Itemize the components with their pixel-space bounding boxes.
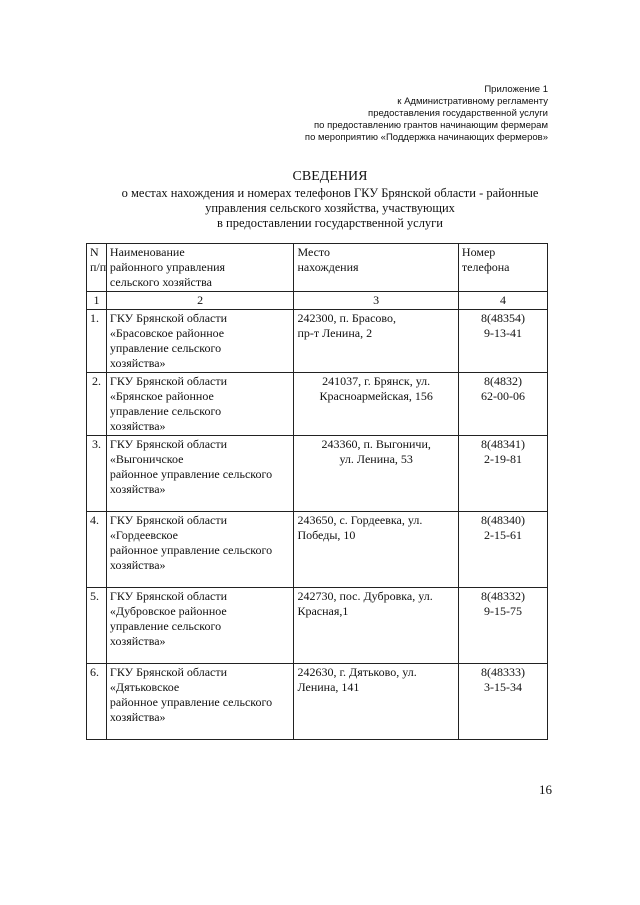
name-line: хозяйства»	[109, 419, 166, 433]
name-line: хозяйства»	[109, 356, 166, 370]
row-phone	[458, 512, 547, 588]
phone-line: 3-15-34	[483, 680, 522, 694]
location-line: 243650, с. Гордеевка, ул.	[297, 513, 423, 527]
name-line: «Выгоничское	[109, 452, 184, 466]
appendix-line: к Административному регламенту	[397, 96, 548, 107]
location-line: Ленина, 141	[297, 680, 360, 694]
phone-line: 2-15-61	[483, 528, 522, 542]
column-number: 4	[458, 292, 547, 310]
location-line: 242630, г. Дятьково, ул.	[297, 665, 417, 679]
phone-line: 8(48332)	[480, 589, 525, 603]
table-row	[87, 512, 548, 588]
header-phone	[458, 244, 547, 292]
name-line: «Дятьковское	[109, 680, 180, 694]
name-line: хозяйства»	[109, 558, 166, 572]
name-line: ГКУ Брянской области	[109, 665, 228, 679]
row-name	[106, 373, 294, 436]
phone-line: 2-19-81	[483, 452, 522, 466]
header-text: сельского хозяйства	[109, 275, 212, 289]
header-name	[106, 244, 294, 292]
row-phone	[458, 436, 547, 512]
subtitle-line: о местах нахождения и номерах телефонов ГКУ Брянской области - районные	[121, 186, 539, 200]
phone-line: 8(48333)	[480, 665, 525, 679]
row-num: 6.	[87, 664, 107, 740]
phone-line: 8(48341)	[480, 437, 525, 451]
table-row	[87, 436, 548, 512]
row-name	[106, 512, 294, 588]
location-line: Красноармейская, 156	[319, 389, 433, 403]
name-line: районное управление сельского	[109, 695, 273, 709]
name-line: хозяйства»	[109, 482, 166, 496]
phone-line: 8(48340)	[480, 513, 525, 527]
location-line: ул. Ленина, 53	[339, 452, 413, 466]
subtitle-line: управления сельского хозяйства, участвующих	[205, 201, 455, 215]
page-number: 16	[539, 782, 552, 797]
name-line: районное управление сельского	[109, 543, 273, 557]
row-name	[106, 436, 294, 512]
row-location	[294, 436, 458, 512]
appendix-line: по мероприятию «Поддержка начинающих фермеров»	[304, 132, 548, 143]
header-num	[87, 244, 107, 292]
row-phone	[458, 588, 547, 664]
name-line: хозяйства»	[109, 634, 166, 648]
name-line: управление сельского	[109, 404, 222, 418]
row-phone	[458, 664, 547, 740]
location-line: 241037, г. Брянск, ул.	[322, 374, 431, 388]
row-num: 4.	[87, 512, 107, 588]
phone-line: 62-00-06	[480, 389, 525, 403]
phone-line: 9-13-41	[483, 326, 522, 340]
location-line: Победы, 10	[297, 528, 356, 542]
row-num: 2.	[87, 373, 107, 436]
location-line: 242300, п. Брасово,	[297, 311, 396, 325]
name-line: ГКУ Брянской области	[109, 513, 228, 527]
name-line: управление сельского	[109, 619, 222, 633]
appendix-header	[248, 84, 548, 144]
name-line: «Гордеевское	[109, 528, 179, 542]
row-num: 1.	[87, 310, 107, 373]
header-text: Место	[297, 245, 330, 259]
name-line: ГКУ Брянской области	[109, 311, 228, 325]
row-name	[106, 310, 294, 373]
appendix-line: Приложение 1	[484, 84, 548, 95]
header-text: нахождения	[297, 260, 359, 274]
location-line: пр-т Ленина, 2	[297, 326, 373, 340]
header-location	[294, 244, 458, 292]
name-line: «Дубровское районное	[109, 604, 227, 618]
table-row	[87, 373, 548, 436]
header-text: телефона	[461, 260, 510, 274]
column-number: 3	[294, 292, 458, 310]
location-line: Красная,1	[297, 604, 349, 618]
name-line: «Брянское районное	[109, 389, 214, 403]
row-phone	[458, 310, 547, 373]
name-line: ГКУ Брянской области	[109, 589, 228, 603]
name-line: ГКУ Брянской области	[109, 437, 228, 451]
column-number-row	[87, 292, 548, 310]
appendix-line: предоставления государственной услуги	[368, 108, 548, 119]
header-text: N	[90, 245, 99, 259]
offices-table	[86, 243, 548, 740]
row-phone	[458, 373, 547, 436]
name-line: ГКУ Брянской области	[109, 374, 228, 388]
header-text: районного управления	[109, 260, 226, 274]
row-name	[106, 664, 294, 740]
name-line: управление сельского	[109, 341, 222, 355]
header-text: п/п	[90, 260, 107, 274]
table-row	[87, 588, 548, 664]
row-location	[294, 310, 458, 373]
row-location	[294, 588, 458, 664]
phone-line: 8(4832)	[483, 374, 522, 388]
phone-line: 8(48354)	[480, 311, 525, 325]
document-title: СВЕДЕНИЯ	[292, 169, 368, 184]
table-header-row	[87, 244, 548, 292]
appendix-line: по предоставлению грантов начинающим фермерам	[314, 120, 548, 131]
document-subtitle	[100, 186, 560, 231]
column-number: 2	[106, 292, 294, 310]
location-line: 242730, пос. Дубровка, ул.	[297, 589, 433, 603]
row-num: 3.	[87, 436, 107, 512]
name-line: районное управление сельского	[109, 467, 273, 481]
row-location	[294, 373, 458, 436]
name-line: «Брасовское районное	[109, 326, 225, 340]
header-text: Наименование	[109, 245, 185, 259]
row-location	[294, 512, 458, 588]
header-text: Номер	[461, 245, 496, 259]
subtitle-line: в предоставлении государственной услуги	[216, 216, 443, 230]
column-number: 1	[87, 292, 107, 310]
row-num: 5.	[87, 588, 107, 664]
location-line: 243360, п. Выгоничи,	[321, 437, 431, 451]
row-name	[106, 588, 294, 664]
name-line: хозяйства»	[109, 710, 166, 724]
row-location	[294, 664, 458, 740]
phone-line: 9-15-75	[483, 604, 522, 618]
table-row	[87, 664, 548, 740]
table-row	[87, 310, 548, 373]
